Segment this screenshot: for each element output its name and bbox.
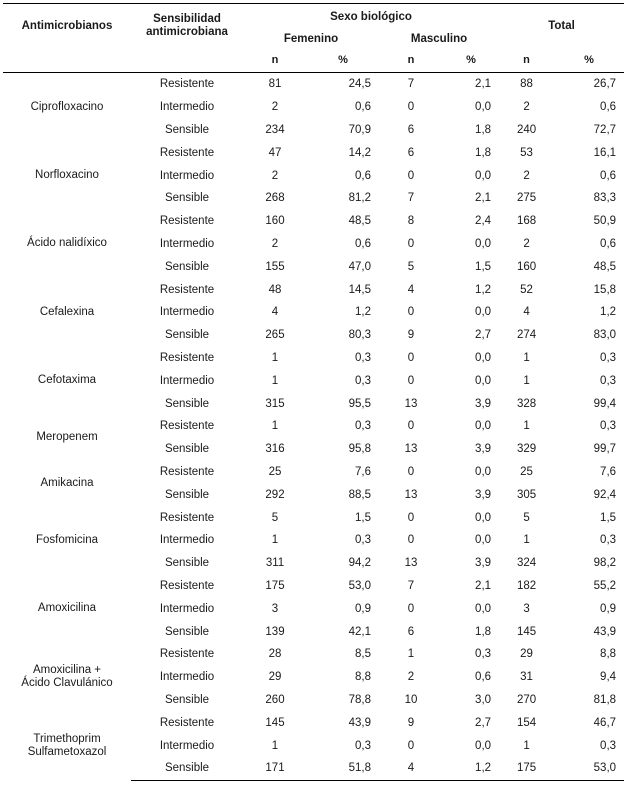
male-n: 4 [407,283,415,296]
male-pct: 2,4 [475,215,492,228]
female-n: 315 [265,397,285,410]
total-n: 1 [523,534,530,547]
male-n: 7 [407,78,415,91]
total-pct: 0,3 [600,739,617,752]
table-row [3,506,624,529]
total-n: 88 [520,78,533,91]
header-total: Total [499,4,624,49]
table-row [3,461,624,484]
total-pct: 8,8 [600,648,617,661]
table-row [3,711,624,734]
total-n: 31 [520,671,533,684]
female-n: 1 [271,534,279,547]
male-n: 0 [407,420,415,433]
female-pct: 0,3 [355,374,371,387]
total-n: 270 [516,693,537,706]
female-n: 28 [268,648,282,661]
sensitivity-category: Sensible [164,192,210,205]
antimicrobial-name: Ácido nalidíxico [27,237,107,250]
male-n: 13 [404,443,418,456]
male-n: 0 [407,306,415,319]
female-pct: 14,5 [348,283,371,296]
male-n: 0 [407,534,415,547]
sensitivity-category: Resistente [159,215,215,228]
male-n: 6 [407,123,415,136]
total-n: 274 [516,329,537,342]
total-pct: 26,7 [593,78,617,91]
male-n: 9 [407,716,415,729]
total-n: 168 [516,215,537,228]
male-n: 0 [407,602,415,615]
male-pct: 0,0 [475,101,492,114]
female-n: 145 [265,716,285,729]
antimicrobial-name: Ciprofloxacino [30,100,104,113]
sensitivity-category: Intermedio [159,169,215,182]
male-pct: 0,6 [475,671,492,684]
male-pct: 2,7 [475,716,492,729]
male-pct: 3,9 [475,397,492,410]
sensitivity-category: Resistente [159,465,215,478]
male-pct: 1,2 [443,757,499,780]
male-pct: 0,0 [475,534,492,547]
male-n: 0 [407,351,415,364]
female-pct: 0,6 [355,101,371,114]
sensitivity-category: Resistente [159,351,215,364]
header-masculino: Masculino [410,32,468,45]
female-pct: 0,6 [355,237,371,250]
total-n: 160 [516,260,537,273]
female-n: 268 [265,192,285,205]
sensitivity-category: Intermedio [159,739,215,752]
total-n: 1 [523,420,530,433]
female-pct: 0,3 [355,534,371,547]
total-n: 2 [523,169,530,182]
total-n: 328 [516,397,537,410]
male-pct: 1,2 [475,283,492,296]
total-pct: 0,6 [600,237,617,250]
sensitivity-category: Sensible [164,397,210,410]
male-pct: 0,0 [475,420,492,433]
table-row [3,278,624,301]
male-pct: 3,0 [475,693,492,706]
total-n: 305 [516,488,537,501]
total-n: 324 [516,557,537,570]
male-n: 0 [407,374,415,387]
header-femenino: Femenino [283,32,339,45]
male-n: 10 [404,693,418,706]
female-n: 160 [265,215,285,228]
female-pct: 47,0 [348,260,371,273]
male-pct: 0,0 [475,511,492,524]
male-pct: 1,8 [475,146,492,159]
female-n: 29 [268,671,282,684]
total-pct: 0,3 [600,374,617,387]
female-n: 292 [265,488,285,501]
total-pct: 55,2 [593,579,617,592]
female-n: 1 [271,739,279,752]
female-n: 265 [265,329,285,342]
total-pct: 46,7 [593,716,617,729]
female-n: 3 [271,602,279,615]
header-antimicrobianos: Antimicrobianos [3,4,131,49]
female-pct: 95,5 [348,397,371,410]
female-n: 25 [268,465,282,478]
total-pct: 7,6 [600,465,617,478]
sensitivity-category: Resistente [159,648,215,661]
total-pct: 72,7 [593,123,617,136]
antimicrobial-name: Cefotaxima [37,374,97,387]
total-pct: 0,6 [600,169,617,182]
sensitivity-category: Intermedio [159,306,215,319]
total-n: 2 [523,237,530,250]
male-n: 7 [407,192,415,205]
male-pct: 1,8 [475,123,492,136]
total-n: 240 [516,123,537,136]
total-pct: 1,2 [600,306,617,319]
male-pct: 0,0 [475,465,492,478]
header-n: n [499,48,554,73]
female-pct: 0,9 [355,602,371,615]
total-n: 275 [516,192,537,205]
table-row [3,73,624,96]
female-n: 316 [265,443,285,456]
male-n: 7 [407,579,415,592]
male-pct: 0,0 [475,351,492,364]
total-n: 53 [520,146,533,159]
male-n: 6 [407,625,415,638]
female-pct: 70,9 [348,123,371,136]
total-pct: 99,7 [593,443,617,456]
header-empty [131,48,243,73]
female-pct: 14,2 [348,146,371,159]
sensitivity-category: Sensible [164,557,210,570]
sensitivity-category: Sensible [164,329,210,342]
total-pct: 99,4 [593,397,617,410]
antimicrobial-name: Cefalexina [39,305,95,318]
male-pct: 0,3 [475,648,492,661]
male-pct: 1,8 [475,625,492,638]
female-n: 2 [271,237,279,250]
sensitivity-category: Intermedio [159,374,215,387]
female-n: 47 [268,146,282,159]
female-n: 4 [271,306,279,319]
total-n: 182 [516,579,537,592]
table-body [3,73,624,781]
total-pct: 0,9 [600,602,617,615]
male-n: 13 [404,557,418,570]
total-pct: 1,5 [600,511,617,524]
table-row [3,347,624,370]
total-pct: 0,3 [600,534,617,547]
total-n: 154 [516,716,537,729]
female-pct: 53,0 [348,579,371,592]
male-n: 13 [404,397,418,410]
female-pct: 94,2 [348,557,371,570]
table-row [3,643,624,666]
antimicrobial-name: Meropenem [36,431,98,444]
total-pct: 15,8 [593,283,617,296]
male-n: 9 [407,329,415,342]
male-n: 13 [404,488,418,501]
total-n: 5 [523,511,530,524]
male-n: 0 [407,739,415,752]
header-pct: % [307,48,379,73]
sensitivity-category: Sensible [164,488,210,501]
sensitivity-category: Sensible [164,625,210,638]
sensitivity-category: Resistente [159,511,215,524]
sensitivity-category: Sensible [164,693,210,706]
female-pct: 8,5 [355,648,371,661]
sensitivity-category: Sensible [131,757,243,780]
female-pct: 78,8 [348,693,371,706]
header-pct: % [554,48,624,73]
total-n: 3 [523,602,530,615]
header-n: n [243,48,307,73]
total-pct: 53,0 [554,757,624,780]
female-pct: 43,9 [348,716,371,729]
female-pct: 42,1 [348,625,371,638]
male-n: 8 [407,215,415,228]
female-pct: 51,8 [307,757,379,780]
male-pct: 0,0 [475,739,492,752]
female-n: 2 [271,169,279,182]
susceptibility-table [3,3,624,781]
female-pct: 0,6 [355,169,371,182]
male-pct: 3,9 [475,557,492,570]
sensitivity-category: Sensible [164,443,210,456]
total-pct: 83,0 [593,329,617,342]
header-sensibilidad: Sensibilidad antimicrobiana [131,4,243,49]
total-n: 52 [520,283,533,296]
total-pct: 0,3 [600,420,617,433]
female-n: 171 [243,757,307,780]
antimicrobial-name: Amoxicilina + Ácido Clavulánico [21,664,113,690]
header-empty [3,48,131,73]
male-pct: 2,7 [475,329,492,342]
total-n: 29 [520,648,533,661]
total-pct: 92,4 [593,488,617,501]
male-n: 6 [407,146,415,159]
total-n: 1 [523,351,530,364]
sensitivity-category: Sensible [164,123,210,136]
table-row [3,415,624,438]
female-n: 234 [265,123,285,136]
female-pct: 88,5 [348,488,371,501]
male-pct: 2,1 [475,579,492,592]
total-pct: 43,9 [593,625,617,638]
male-pct: 3,9 [475,443,492,456]
total-n: 2 [523,101,530,114]
male-pct: 0,0 [475,237,492,250]
female-pct: 0,3 [355,739,371,752]
female-n: 1 [271,420,279,433]
female-pct: 7,6 [355,465,371,478]
male-n: 2 [407,671,415,684]
male-pct: 3,9 [475,488,492,501]
female-n: 5 [271,511,279,524]
female-n: 81 [268,78,282,91]
female-n: 139 [265,625,285,638]
male-pct: 0,0 [475,169,492,182]
male-pct: 0,0 [475,602,492,615]
antimicrobial-name: Amoxicilina [37,602,97,615]
female-pct: 48,5 [348,215,371,228]
total-n: 1 [523,739,530,752]
male-n: 0 [407,237,415,250]
total-pct: 98,2 [593,557,617,570]
male-n: 1 [407,648,415,661]
female-pct: 1,2 [355,306,371,319]
female-pct: 1,5 [355,511,371,524]
male-pct: 0,0 [475,306,492,319]
sensitivity-category: Resistente [159,579,215,592]
female-n: 1 [271,351,279,364]
total-pct: 9,4 [600,671,617,684]
sensitivity-category: Resistente [159,78,215,91]
header-pct: % [443,48,499,73]
antimicrobial-name: Fosfomicina [36,533,98,546]
male-n: 0 [407,511,415,524]
total-pct: 83,3 [593,192,617,205]
male-n: 5 [407,260,415,273]
sensitivity-category: Resistente [159,716,215,729]
sensitivity-category: Intermedio [159,602,215,615]
total-n: 145 [516,625,537,638]
header-n: n [379,48,443,73]
female-pct: 80,3 [348,329,371,342]
header-sexo-biologico: Sexo biológico [243,4,499,31]
antimicrobial-name: Norfloxacino [35,169,99,182]
female-n: 175 [265,579,285,592]
female-n: 155 [265,260,285,273]
total-n: 25 [520,465,533,478]
table-row [3,141,624,164]
total-pct: 50,9 [593,215,617,228]
female-pct: 0,3 [355,420,371,433]
male-n: 0 [407,169,415,182]
sensitivity-category: Sensible [164,260,210,273]
male-n: 0 [407,101,415,114]
sensitivity-category: Resistente [159,146,215,159]
male-pct: 0,0 [475,374,492,387]
antimicrobial-name: Trimethoprim Sulfametoxazol [27,732,107,758]
male-n: 0 [407,465,415,478]
antimicrobial-name: Amikacina [40,476,94,489]
total-n: 175 [499,757,554,780]
total-n: 4 [523,306,530,319]
male-pct: 2,1 [475,78,492,91]
female-pct: 95,8 [348,443,371,456]
female-pct: 24,5 [348,78,371,91]
sensitivity-category: Intermedio [159,237,215,250]
table-row [3,575,624,598]
female-n: 260 [265,693,285,706]
male-n: 4 [379,757,443,780]
female-pct: 8,8 [355,671,371,684]
male-pct: 1,5 [475,260,492,273]
table-row [3,210,624,233]
total-n: 1 [523,374,530,387]
table-header [3,4,624,73]
female-n: 2 [271,101,279,114]
female-n: 1 [271,374,279,387]
sensitivity-category: Resistente [159,420,215,433]
female-pct: 0,3 [355,351,371,364]
male-pct: 2,1 [475,192,492,205]
total-pct: 48,5 [593,260,617,273]
female-pct: 81,2 [348,192,371,205]
female-n: 48 [268,283,282,296]
total-n: 329 [516,443,537,456]
total-pct: 16,1 [593,146,617,159]
female-n: 311 [265,557,285,570]
sensitivity-category: Intermedio [159,101,215,114]
sensitivity-category: Intermedio [159,534,215,547]
total-pct: 81,8 [593,693,617,706]
total-pct: 0,6 [600,101,617,114]
sensitivity-category: Intermedio [159,671,215,684]
sensitivity-category: Resistente [159,283,215,296]
total-pct: 0,3 [600,351,617,364]
